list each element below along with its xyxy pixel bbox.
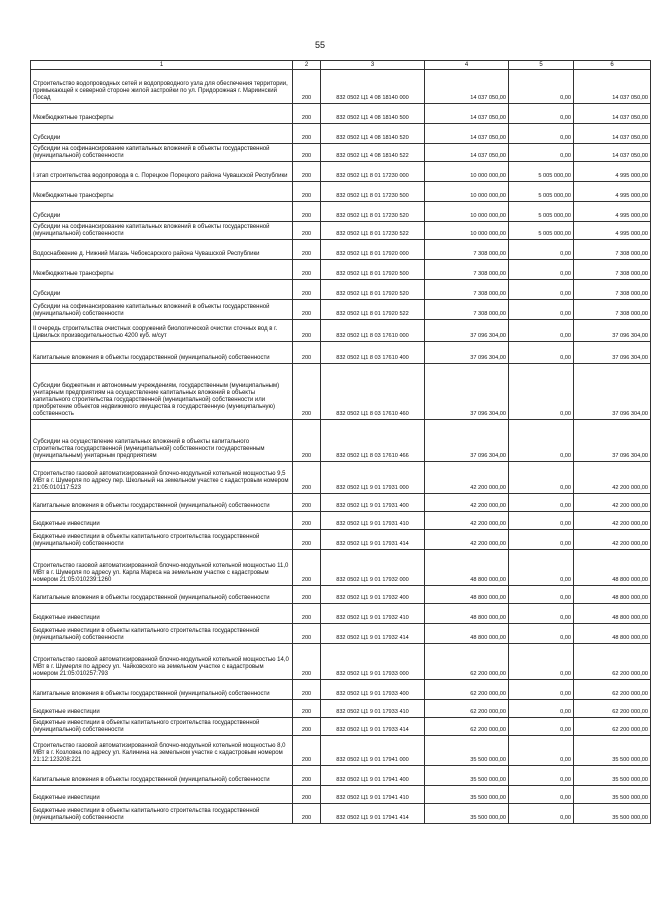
row-kbk-cell: 832 0502 Ц1 8 01 17230 000 [321,162,425,182]
table-row [31,700,651,718]
row-column6-cell: 62 200 000,00 [574,700,651,718]
row-column6-cell: 35 500 000,00 [574,766,651,786]
row-code-cell: 200 [293,342,321,364]
row-column5-cell: 0,00 [509,240,574,260]
row-code-cell: 200 [293,512,321,530]
row-total-cell: 7 308 000,00 [425,280,509,300]
table-header-row [31,61,651,70]
row-total-cell: 42 200 000,00 [425,530,509,550]
row-code-cell: 200 [293,462,321,494]
row-column5-cell: 0,00 [509,680,574,700]
row-name-cell: Строительство газовой автоматизированной блочно-модульной котельной мощностью 9,5 МВт в г. Шумерля по адресу пер. Школьный на земельном участке с кадастровым номером 21:05:010117:523 [31,462,293,494]
row-column5-cell: 0,00 [509,494,574,512]
row-kbk-cell: 832 0502 Ц1 8 03 17610 400 [321,342,425,364]
table-row [31,804,651,824]
table-row [31,182,651,202]
row-total-cell: 42 200 000,00 [425,462,509,494]
column-header-2: 2 [293,61,321,70]
row-name-cell: Субсидии [31,124,293,144]
row-code-cell: 200 [293,786,321,804]
row-column5-cell: 0,00 [509,364,574,420]
row-name-cell: Субсидии бюджетным и автономным учреждениям, государственным (муниципальным) унитарным предприятиям на осуществление капитальных вложений в объекты капитального строительства государственной (муниципальной) собственности или приобретение объектов недвижимого имущества в государственную (муниципальную) собственность [31,364,293,420]
row-column6-cell: 4 995 000,00 [574,182,651,202]
row-column6-cell: 42 200 000,00 [574,462,651,494]
row-column5-cell: 0,00 [509,586,574,604]
row-column6-cell: 62 200 000,00 [574,680,651,700]
row-code-cell: 200 [293,718,321,736]
row-kbk-cell: 832 0502 Ц1 9 01 17933 400 [321,680,425,700]
row-code-cell: 200 [293,364,321,420]
row-kbk-cell: 832 0502 Ц1 9 01 17941 000 [321,736,425,766]
row-column5-cell: 0,00 [509,280,574,300]
row-code-cell: 200 [293,300,321,320]
row-total-cell: 14 037 050,00 [425,104,509,124]
row-name-cell: Межбюджетные трансферты [31,182,293,202]
row-column6-cell: 7 308 000,00 [574,280,651,300]
table-row [31,420,651,462]
row-total-cell: 14 037 050,00 [425,124,509,144]
row-total-cell: 10 000 000,00 [425,162,509,182]
column-header-3: 3 [321,61,425,70]
row-column5-cell: 0,00 [509,804,574,824]
row-kbk-cell: 832 0502 Ц1 4 08 18140 000 [321,70,425,104]
page-number: 55 [314,40,325,50]
row-total-cell: 14 037 050,00 [425,144,509,162]
row-name-cell: I этап строительства водопровода в с. Порецкое Порецкого района Чувашской Республики [31,162,293,182]
table-row [31,222,651,240]
row-name-cell: Строительство водопроводных сетей и водопроводного узла для обеспечения территории, примыкающей к северной стороне жилой застройки по ул. Придорожная г. Мариинский Посад [31,70,293,104]
row-column5-cell: 0,00 [509,624,574,644]
row-column5-cell: 0,00 [509,104,574,124]
row-code-cell: 200 [293,624,321,644]
row-code-cell: 200 [293,736,321,766]
row-column5-cell: 0,00 [509,644,574,680]
row-column5-cell: 0,00 [509,124,574,144]
row-code-cell: 200 [293,70,321,104]
row-name-cell: Капитальные вложения в объекты государственной (муниципальной) собственности [31,586,293,604]
row-kbk-cell: 832 0502 Ц1 9 01 17932 414 [321,624,425,644]
row-kbk-cell: 832 0502 Ц1 9 01 17933 000 [321,644,425,680]
row-name-cell: II очередь строительства очистных сооружений биологической очистки сточных вод в г. Цивильск производительностью 4200 куб. м/сут [31,320,293,342]
row-column5-cell: 0,00 [509,766,574,786]
row-total-cell: 62 200 000,00 [425,644,509,680]
row-column5-cell: 0,00 [509,718,574,736]
row-kbk-cell: 832 0502 Ц1 9 01 17931 400 [321,494,425,512]
row-name-cell: Бюджетные инвестиции [31,512,293,530]
table-row [31,680,651,700]
row-kbk-cell: 832 0502 Ц1 4 08 18140 522 [321,144,425,162]
row-column5-cell: 0,00 [509,736,574,766]
row-kbk-cell: 832 0502 Ц1 8 01 17230 520 [321,202,425,222]
row-name-cell: Субсидии [31,202,293,222]
table-row [31,240,651,260]
table-row [31,624,651,644]
row-total-cell: 62 200 000,00 [425,680,509,700]
row-name-cell: Субсидии [31,280,293,300]
row-code-cell: 200 [293,420,321,462]
row-column6-cell: 7 308 000,00 [574,260,651,280]
row-column6-cell: 42 200 000,00 [574,512,651,530]
row-column6-cell: 7 308 000,00 [574,300,651,320]
row-code-cell: 200 [293,144,321,162]
table-row [31,462,651,494]
row-name-cell: Строительство газовой автоматизированной блочно-модульной котельной мощностью 14,0 МВт в г. Шумерля по адресу ул. Чайковского на земельном участке с кадастровым номером 21:05:010257:793 [31,644,293,680]
table-row [31,512,651,530]
row-total-cell: 62 200 000,00 [425,700,509,718]
row-kbk-cell: 832 0502 Ц1 9 01 17931 414 [321,530,425,550]
row-column6-cell: 14 037 050,00 [574,144,651,162]
budget-table [30,60,651,824]
row-total-cell: 35 500 000,00 [425,804,509,824]
row-code-cell: 200 [293,604,321,624]
table-row [31,202,651,222]
row-total-cell: 48 800 000,00 [425,550,509,586]
row-kbk-cell: 832 0502 Ц1 9 01 17932 400 [321,586,425,604]
row-code-cell: 200 [293,804,321,824]
row-column5-cell: 0,00 [509,70,574,104]
row-kbk-cell: 832 0502 Ц1 8 01 17230 522 [321,222,425,240]
row-kbk-cell: 832 0502 Ц1 9 01 17941 414 [321,804,425,824]
row-kbk-cell: 832 0502 Ц1 9 01 17933 414 [321,718,425,736]
row-code-cell: 200 [293,586,321,604]
row-column6-cell: 37 096 304,00 [574,420,651,462]
table-row [31,644,651,680]
row-kbk-cell: 832 0502 Ц1 8 01 17920 520 [321,280,425,300]
row-name-cell: Бюджетные инвестиции в объекты капитального строительства государственной (муниципальной) собственности [31,624,293,644]
row-total-cell: 42 200 000,00 [425,512,509,530]
row-column6-cell: 14 037 050,00 [574,104,651,124]
row-total-cell: 10 000 000,00 [425,182,509,202]
row-column6-cell: 4 995 000,00 [574,222,651,240]
row-name-cell: Бюджетные инвестиции [31,700,293,718]
row-column5-cell: 5 005 000,00 [509,162,574,182]
row-kbk-cell: 832 0502 Ц1 9 01 17941 410 [321,786,425,804]
row-kbk-cell: 832 0502 Ц1 8 01 17920 500 [321,260,425,280]
row-code-cell: 200 [293,202,321,222]
column-header-1: 1 [31,61,293,70]
row-kbk-cell: 832 0502 Ц1 9 01 17931 410 [321,512,425,530]
row-column6-cell: 48 800 000,00 [574,604,651,624]
table-row [31,280,651,300]
row-column6-cell: 62 200 000,00 [574,718,651,736]
row-code-cell: 200 [293,124,321,144]
row-kbk-cell: 832 0502 Ц1 9 01 17932 410 [321,604,425,624]
table-row [31,494,651,512]
row-column6-cell: 37 096 304,00 [574,320,651,342]
table-row [31,320,651,342]
table-row [31,342,651,364]
row-name-cell: Субсидии на софинансирование капитальных вложений в объекты государственной (муниципальной) собственности [31,222,293,240]
row-kbk-cell: 832 0502 Ц1 8 03 17610 460 [321,364,425,420]
table-row [31,786,651,804]
row-column6-cell: 37 096 304,00 [574,364,651,420]
row-column5-cell: 0,00 [509,604,574,624]
row-kbk-cell: 832 0502 Ц1 8 01 17230 500 [321,182,425,202]
row-column6-cell: 37 096 304,00 [574,342,651,364]
row-total-cell: 42 200 000,00 [425,494,509,512]
table-row [31,364,651,420]
row-column6-cell: 35 500 000,00 [574,804,651,824]
row-column6-cell: 35 500 000,00 [574,736,651,766]
row-column5-cell: 0,00 [509,700,574,718]
row-total-cell: 37 096 304,00 [425,364,509,420]
row-code-cell: 200 [293,182,321,202]
row-column5-cell: 0,00 [509,300,574,320]
row-name-cell: Субсидии на софинансирование капитальных вложений в объекты государственной (муниципальной) собственности [31,300,293,320]
row-column5-cell: 0,00 [509,530,574,550]
row-column6-cell: 4 995 000,00 [574,162,651,182]
row-code-cell: 200 [293,680,321,700]
table-row [31,300,651,320]
row-code-cell: 200 [293,700,321,718]
row-column5-cell: 5 005 000,00 [509,222,574,240]
row-column5-cell: 0,00 [509,512,574,530]
row-name-cell: Капитальные вложения в объекты государственной (муниципальной) собственности [31,494,293,512]
row-column5-cell: 0,00 [509,260,574,280]
row-kbk-cell: 832 0502 Ц1 4 08 18140 500 [321,104,425,124]
row-name-cell: Капитальные вложения в объекты государственной (муниципальной) собственности [31,342,293,364]
table-row [31,736,651,766]
row-total-cell: 10 000 000,00 [425,222,509,240]
row-column6-cell: 48 800 000,00 [574,550,651,586]
row-code-cell: 200 [293,260,321,280]
row-name-cell: Капитальные вложения в объекты государственной (муниципальной) собственности [31,680,293,700]
row-total-cell: 35 500 000,00 [425,766,509,786]
row-column6-cell: 48 800 000,00 [574,586,651,604]
row-kbk-cell: 832 0502 Ц1 8 01 17920 522 [321,300,425,320]
row-name-cell: Бюджетные инвестиции в объекты капитального строительства государственной (муниципальной) собственности [31,530,293,550]
row-column6-cell: 7 308 000,00 [574,240,651,260]
row-column6-cell: 42 200 000,00 [574,494,651,512]
table-body [31,70,651,824]
table-row [31,70,651,104]
row-code-cell: 200 [293,162,321,182]
row-total-cell: 7 308 000,00 [425,260,509,280]
row-code-cell: 200 [293,494,321,512]
row-column5-cell: 0,00 [509,144,574,162]
row-total-cell: 37 096 304,00 [425,320,509,342]
row-column5-cell: 0,00 [509,420,574,462]
row-name-cell: Строительство газовой автоматизированной блочно-модульной котельной мощностью 8,0 МВт в г. Козловка по адресу ул. Калинина на земельном участке с кадастровым номером 21:12:123208:221 [31,736,293,766]
table-row [31,104,651,124]
row-column6-cell: 14 037 050,00 [574,70,651,104]
row-code-cell: 200 [293,104,321,124]
row-kbk-cell: 832 0502 Ц1 9 01 17931 000 [321,462,425,494]
row-code-cell: 200 [293,530,321,550]
row-name-cell: Межбюджетные трансферты [31,104,293,124]
row-kbk-cell: 832 0502 Ц1 8 03 17610 466 [321,420,425,462]
column-header-5: 5 [509,61,574,70]
row-total-cell: 10 000 000,00 [425,202,509,222]
table-row [31,162,651,182]
row-name-cell: Бюджетные инвестиции в объекты капитального строительства государственной (муниципальной) собственности [31,718,293,736]
table-row [31,586,651,604]
row-column5-cell: 5 005 000,00 [509,182,574,202]
table-row [31,766,651,786]
row-column6-cell: 35 500 000,00 [574,786,651,804]
row-column6-cell: 62 200 000,00 [574,644,651,680]
row-total-cell: 48 800 000,00 [425,586,509,604]
row-total-cell: 14 037 050,00 [425,70,509,104]
row-code-cell: 200 [293,280,321,300]
row-column6-cell: 14 037 050,00 [574,124,651,144]
row-column5-cell: 0,00 [509,786,574,804]
table-row [31,124,651,144]
row-code-cell: 200 [293,320,321,342]
row-name-cell: Бюджетные инвестиции [31,604,293,624]
row-total-cell: 37 096 304,00 [425,420,509,462]
row-total-cell: 7 308 000,00 [425,300,509,320]
row-total-cell: 48 800 000,00 [425,624,509,644]
row-column5-cell: 0,00 [509,342,574,364]
row-total-cell: 35 500 000,00 [425,736,509,766]
table-row [31,718,651,736]
row-kbk-cell: 832 0502 Ц1 9 01 17932 000 [321,550,425,586]
row-column5-cell: 5 005 000,00 [509,202,574,222]
row-code-cell: 200 [293,644,321,680]
row-name-cell: Строительство газовой автоматизированной блочно-модульной котельной мощностью 11,0 МВт в г. Шумерля по адресу ул. Карла Маркса на земельном участке с кадастровым номером 21:05:010239:1260 [31,550,293,586]
row-total-cell: 62 200 000,00 [425,718,509,736]
row-name-cell: Капитальные вложения в объекты государственной (муниципальной) собственности [31,766,293,786]
table-row [31,530,651,550]
row-column6-cell: 42 200 000,00 [574,530,651,550]
row-column5-cell: 0,00 [509,462,574,494]
row-name-cell: Водоснабжение д. Нижний Магазь Чебоксарского района Чувашской Республики [31,240,293,260]
row-total-cell: 48 800 000,00 [425,604,509,624]
table-row [31,550,651,586]
row-code-cell: 200 [293,240,321,260]
row-total-cell: 37 096 304,00 [425,342,509,364]
row-code-cell: 200 [293,222,321,240]
row-code-cell: 200 [293,550,321,586]
row-kbk-cell: 832 0502 Ц1 9 01 17941 400 [321,766,425,786]
row-kbk-cell: 832 0502 Ц1 9 01 17933 410 [321,700,425,718]
row-total-cell: 7 308 000,00 [425,240,509,260]
row-name-cell: Бюджетные инвестиции [31,786,293,804]
row-column6-cell: 48 800 000,00 [574,624,651,644]
table-row [31,604,651,624]
row-kbk-cell: 832 0502 Ц1 8 03 17610 000 [321,320,425,342]
column-header-6: 6 [574,61,651,70]
row-name-cell: Бюджетные инвестиции в объекты капитального строительства государственной (муниципальной) собственности [31,804,293,824]
column-header-4: 4 [425,61,509,70]
row-column5-cell: 0,00 [509,550,574,586]
row-code-cell: 200 [293,766,321,786]
table-row [31,260,651,280]
row-kbk-cell: 832 0502 Ц1 8 01 17920 000 [321,240,425,260]
row-name-cell: Межбюджетные трансферты [31,260,293,280]
row-total-cell: 35 500 000,00 [425,786,509,804]
row-kbk-cell: 832 0502 Ц1 4 08 18140 520 [321,124,425,144]
row-name-cell: Субсидии на софинансирование капитальных вложений в объекты государственной (муниципальной) собственности [31,144,293,162]
row-column6-cell: 4 995 000,00 [574,202,651,222]
row-name-cell: Субсидии на осуществление капитальных вложений в объекты капитального строительства государственной (муниципальной) собственности государственным (муниципальным) унитарным предприятиям [31,420,293,462]
table-row [31,144,651,162]
row-column5-cell: 0,00 [509,320,574,342]
